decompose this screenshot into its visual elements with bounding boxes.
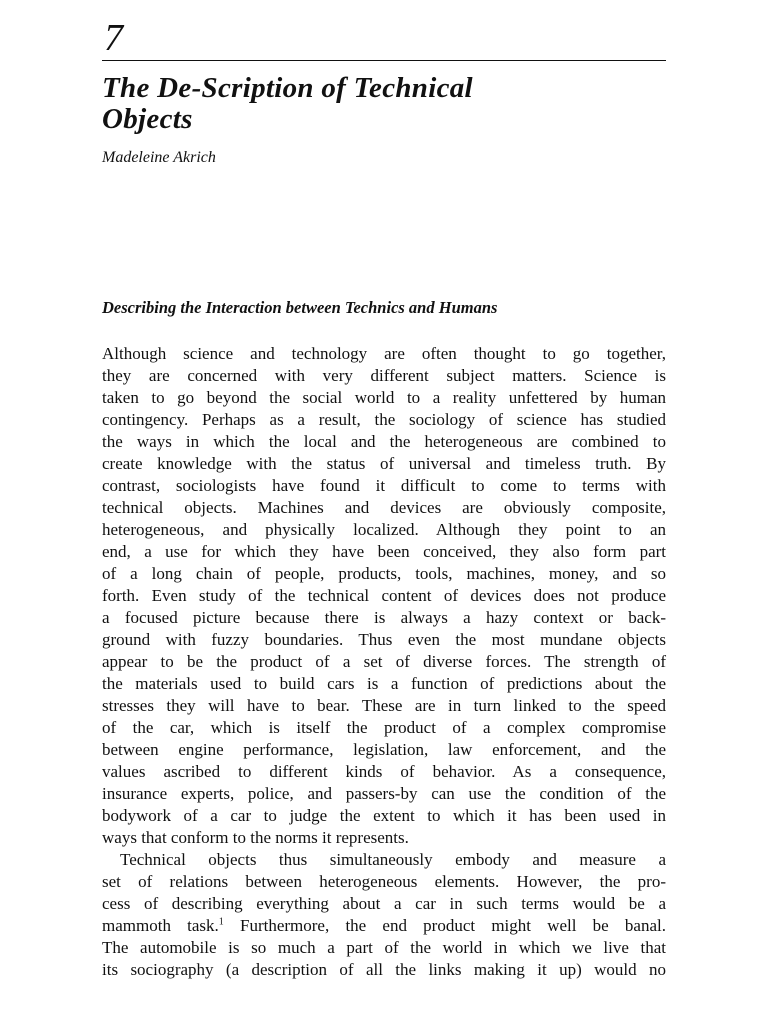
book-page <box>102 17 666 979</box>
paragraph-2 <box>102 849 666 981</box>
text-line: ways that conform to the norms it represents. <box>102 828 409 847</box>
text-line: bodywork of a car to judge the extent to which it has been used in <box>102 806 666 825</box>
text-line: stresses they will have to bear. These are in turn linked to the speed <box>102 696 666 715</box>
text-line: create knowledge with the status of universal and timeless truth. By <box>102 454 666 473</box>
text-line: forth. Even study of the technical content of devices does not produce <box>102 586 666 605</box>
text-line: of the car, which is itself the product of a complex compromise <box>102 718 666 737</box>
text-line: values ascribed to different kinds of behavior. As a consequence, <box>102 762 666 781</box>
text-line: contingency. Perhaps as a result, the sociology of science has studied <box>102 410 666 429</box>
text-line: heterogeneous, and physically localized. Although they point to an <box>102 520 666 539</box>
text-segment: Furthermore, the end product might well be banal. <box>223 916 666 935</box>
text-line: between engine performance, legislation, law enforcement, and the <box>102 740 666 759</box>
text-line: insurance experts, police, and passers-by can use the condition of the <box>102 784 666 803</box>
text-line-with-footnote <box>102 915 666 937</box>
text-line: a focused picture because there is always a hazy context or back- <box>102 608 666 627</box>
text-segment: mammoth task. <box>102 916 219 935</box>
author-name: Madeleine Akrich <box>102 149 216 166</box>
chapter-number: 7 <box>104 17 123 59</box>
text-line: cess of describing everything about a car in such terms would be a <box>102 894 666 913</box>
text-line: Although science and technology are often thought to go together, <box>102 344 666 363</box>
text-line: ground with fuzzy boundaries. Thus even the most mundane objects <box>102 630 666 649</box>
text-line: the ways in which the local and the heterogeneous are combined to <box>102 432 666 451</box>
text-line: taken to go beyond the social world to a reality unfettered by human <box>102 388 666 407</box>
chapter-title-line-1: The De-Scription of Technical <box>102 72 473 104</box>
section-heading: Describing the Interaction between Technics and Humans <box>102 298 498 317</box>
text-line: they are concerned with very different subject matters. Science is <box>102 366 666 385</box>
text-line: its sociography (a description of all the links making it up) would no <box>102 960 666 979</box>
body-text <box>102 343 666 981</box>
chapter-title-line-2: Objects <box>102 103 193 135</box>
text-line: of a long chain of people, products, tools, machines, money, and so <box>102 564 666 583</box>
text-line: The automobile is so much a part of the world in which we live that <box>102 938 666 957</box>
footnote-marker[interactable]: 1 <box>218 916 224 928</box>
text-line: Technical objects thus simultaneously embody and measure a <box>120 850 666 869</box>
chapter-rule <box>102 60 666 61</box>
text-line: appear to be the product of a set of diverse forces. The strength of <box>102 652 666 671</box>
text-line: technical objects. Machines and devices are obviously composite, <box>102 498 666 517</box>
text-line: set of relations between heterogeneous elements. However, the pro- <box>102 872 666 891</box>
text-line: the materials used to build cars is a function of predictions about the <box>102 674 666 693</box>
chapter-title <box>102 73 666 135</box>
paragraph-1 <box>102 343 666 849</box>
text-line: end, a use for which they have been conceived, they also form part <box>102 542 666 561</box>
text-line: contrast, sociologists have found it difficult to come to terms with <box>102 476 666 495</box>
